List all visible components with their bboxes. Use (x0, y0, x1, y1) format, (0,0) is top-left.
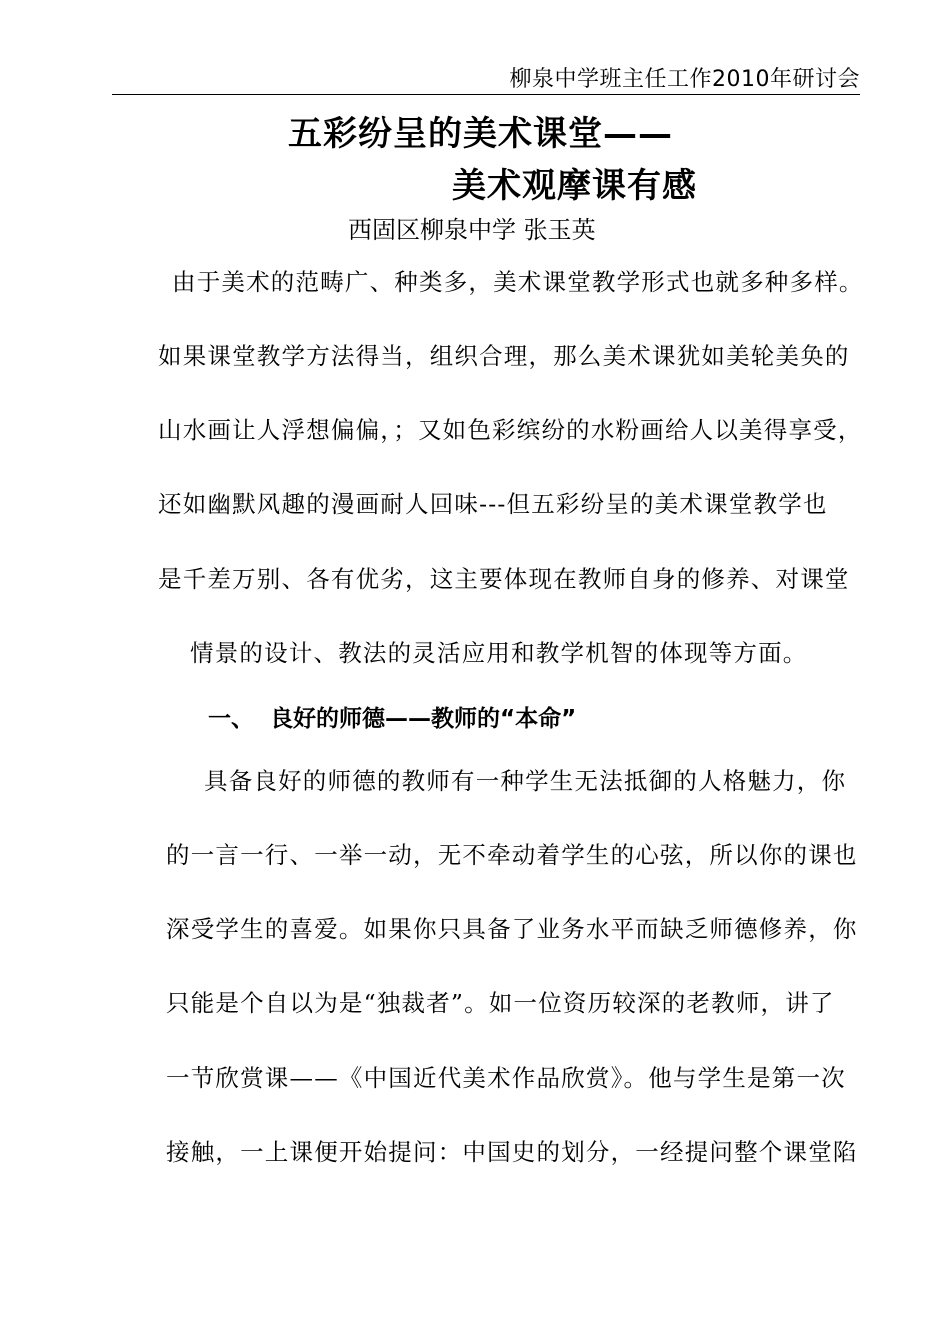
paragraph-line: 山水画让人浮想偏偏，；又如色彩缤纷的水粉画给人以美得享受， (158, 416, 863, 444)
paragraph-line: 具备良好的师德的教师有一种学生无法抵御的人格魅力，你 (204, 767, 847, 795)
section-number: 一、 (208, 706, 254, 732)
title-line-1: 五彩纷呈的美术课堂—— (288, 114, 673, 154)
title-line-2: 美术观摩课有感 (452, 166, 697, 206)
author-line: 西固区柳泉中学 张玉英 (348, 216, 596, 244)
header-rule (112, 94, 860, 95)
paragraph-line: 由于美术的范畴广、种类多，美术课堂教学形式也就多种多样。 (172, 268, 864, 296)
paragraph-line: 只能是个自以为是“独裁者”。如一位资历较深的老教师，讲了 (166, 989, 835, 1017)
section-heading: 良好的师德——教师的“本命” (270, 706, 577, 732)
paragraph-line: 如果课堂教学方法得当，组织合理，那么美术课犹如美轮美奂的 (158, 342, 850, 370)
page-header: 柳泉中学班主任工作2010年研讨会 (509, 67, 860, 92)
paragraph-line: 还如幽默风趣的漫画耐人回味---但五彩纷呈的美术课堂教学也 (158, 490, 828, 518)
paragraph-line: 接触，一上课便开始提问：中国史的划分，一经提问整个课堂陷 (166, 1138, 858, 1166)
paragraph-line: 的一言一行、一举一动，无不牵动着学生的心弦，所以你的课也 (166, 841, 858, 869)
paragraph-line: 是千差万别、各有优劣，这主要体现在教师自身的修养、对课堂 (158, 565, 850, 593)
paragraph-line: 一节欣赏课——《中国近代美术作品欣赏》。他与学生是第一次 (166, 1064, 846, 1092)
paragraph-line: 情景的设计、教法的灵活应用和教学机智的体现等方面。 (190, 639, 808, 667)
paragraph-line: 深受学生的喜爱。如果你只具备了业务水平而缺乏师德修养，你 (166, 915, 858, 943)
